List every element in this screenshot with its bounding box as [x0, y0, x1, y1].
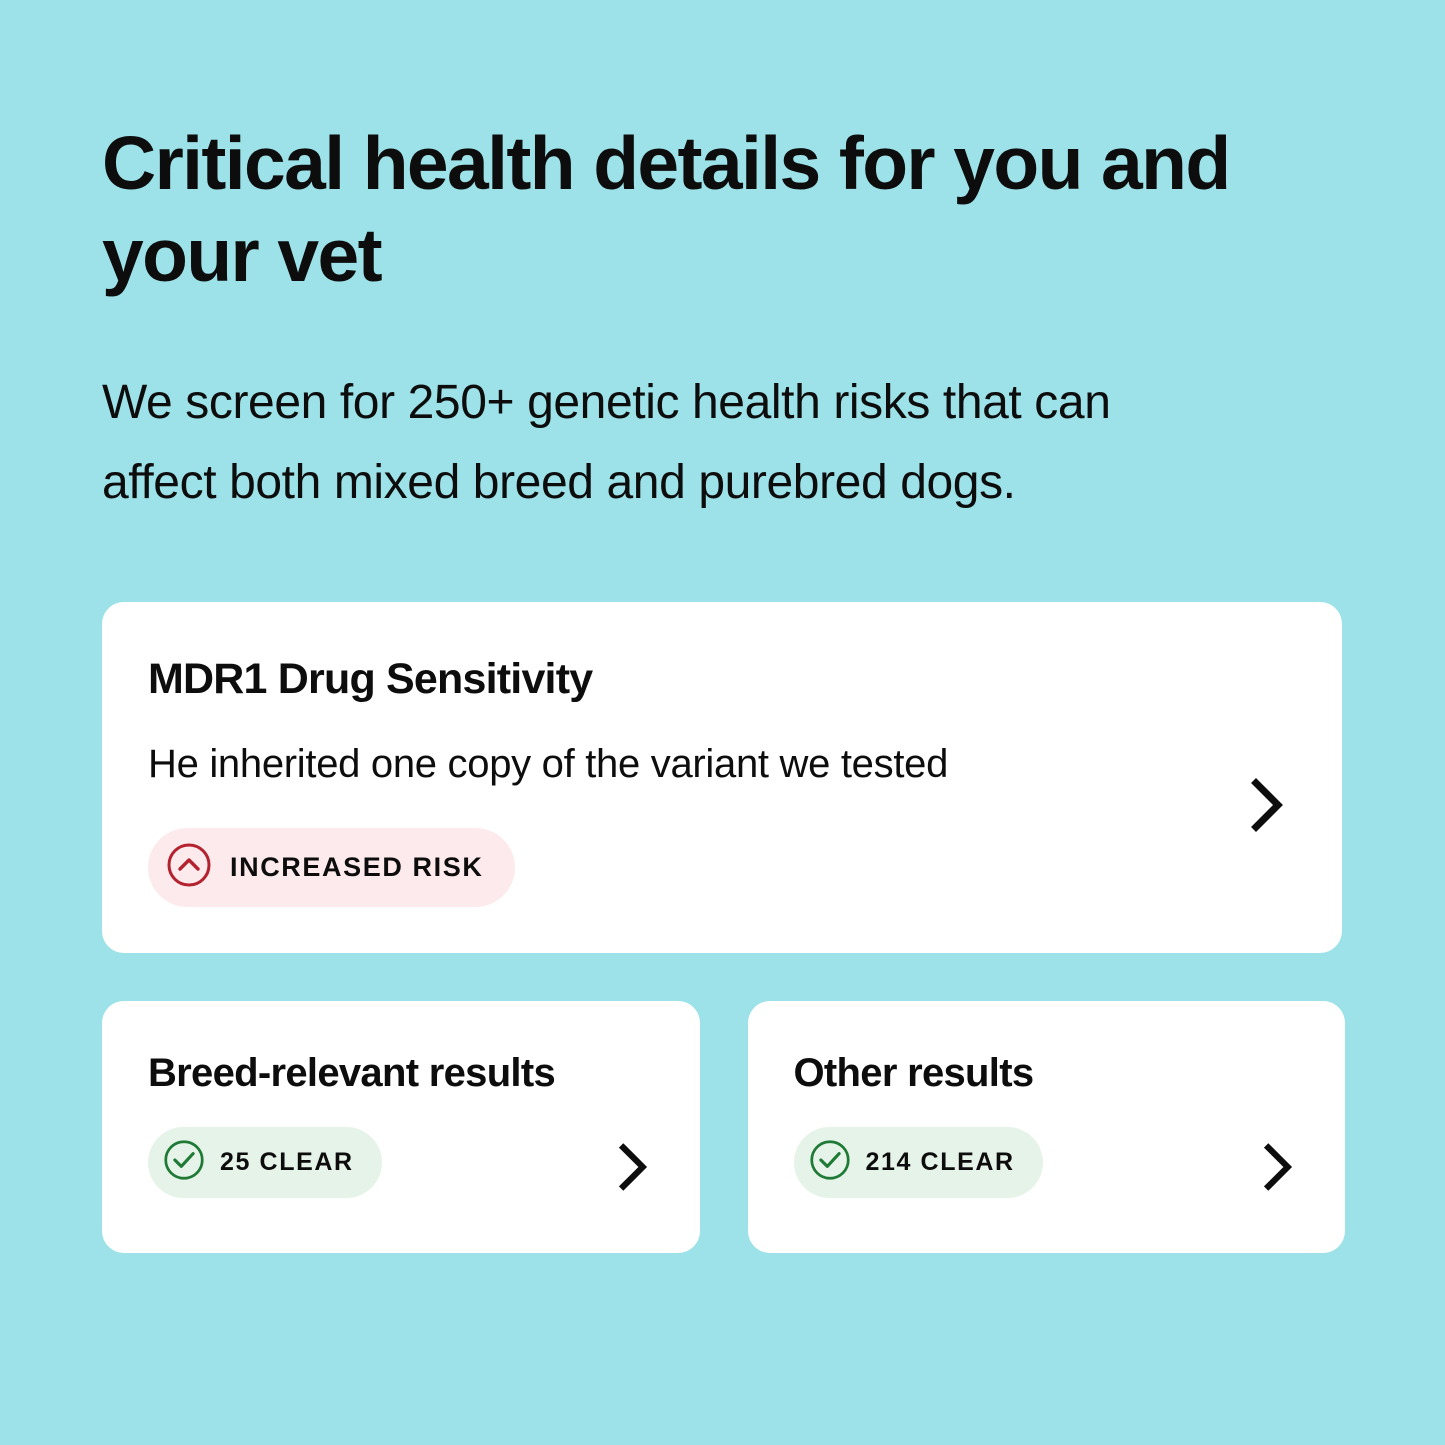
- card-other-results[interactable]: [748, 1001, 1346, 1253]
- card-title: Other results: [793, 1050, 1034, 1095]
- chevron-right-icon[interactable]: [618, 1143, 648, 1196]
- check-circle-icon: [163, 1139, 205, 1186]
- status-badge-clear: [794, 1127, 1043, 1198]
- chevron-right-icon[interactable]: [1250, 778, 1284, 837]
- status-badge-clear: [148, 1127, 382, 1198]
- status-badge-label: 214 CLEAR: [865, 1147, 1015, 1176]
- chevron-up-circle-icon: [166, 842, 212, 893]
- card-breed-relevant-results[interactable]: [102, 1001, 700, 1253]
- card-description: He inherited one copy of the variant we tested: [148, 741, 949, 786]
- page-title: Critical health details for you and your vet: [102, 121, 1230, 297]
- check-circle-icon: [809, 1139, 851, 1186]
- card-title: MDR1 Drug Sensitivity: [148, 655, 593, 704]
- card-mdr1-drug-sensitivity[interactable]: [102, 602, 1342, 953]
- status-badge-label: 25 CLEAR: [220, 1147, 354, 1176]
- results-card-list: [102, 602, 1345, 1253]
- status-badge-label: INCREASED RISK: [230, 851, 484, 882]
- page-subtitle: We screen for 250+ genetic health risks that can affect both mixed breed and purebred dogs.: [102, 376, 1111, 509]
- status-badge-increased-risk: [148, 828, 515, 907]
- secondary-card-row: [102, 1001, 1345, 1253]
- chevron-right-icon[interactable]: [1263, 1143, 1293, 1196]
- card-title: Breed-relevant results: [148, 1050, 556, 1095]
